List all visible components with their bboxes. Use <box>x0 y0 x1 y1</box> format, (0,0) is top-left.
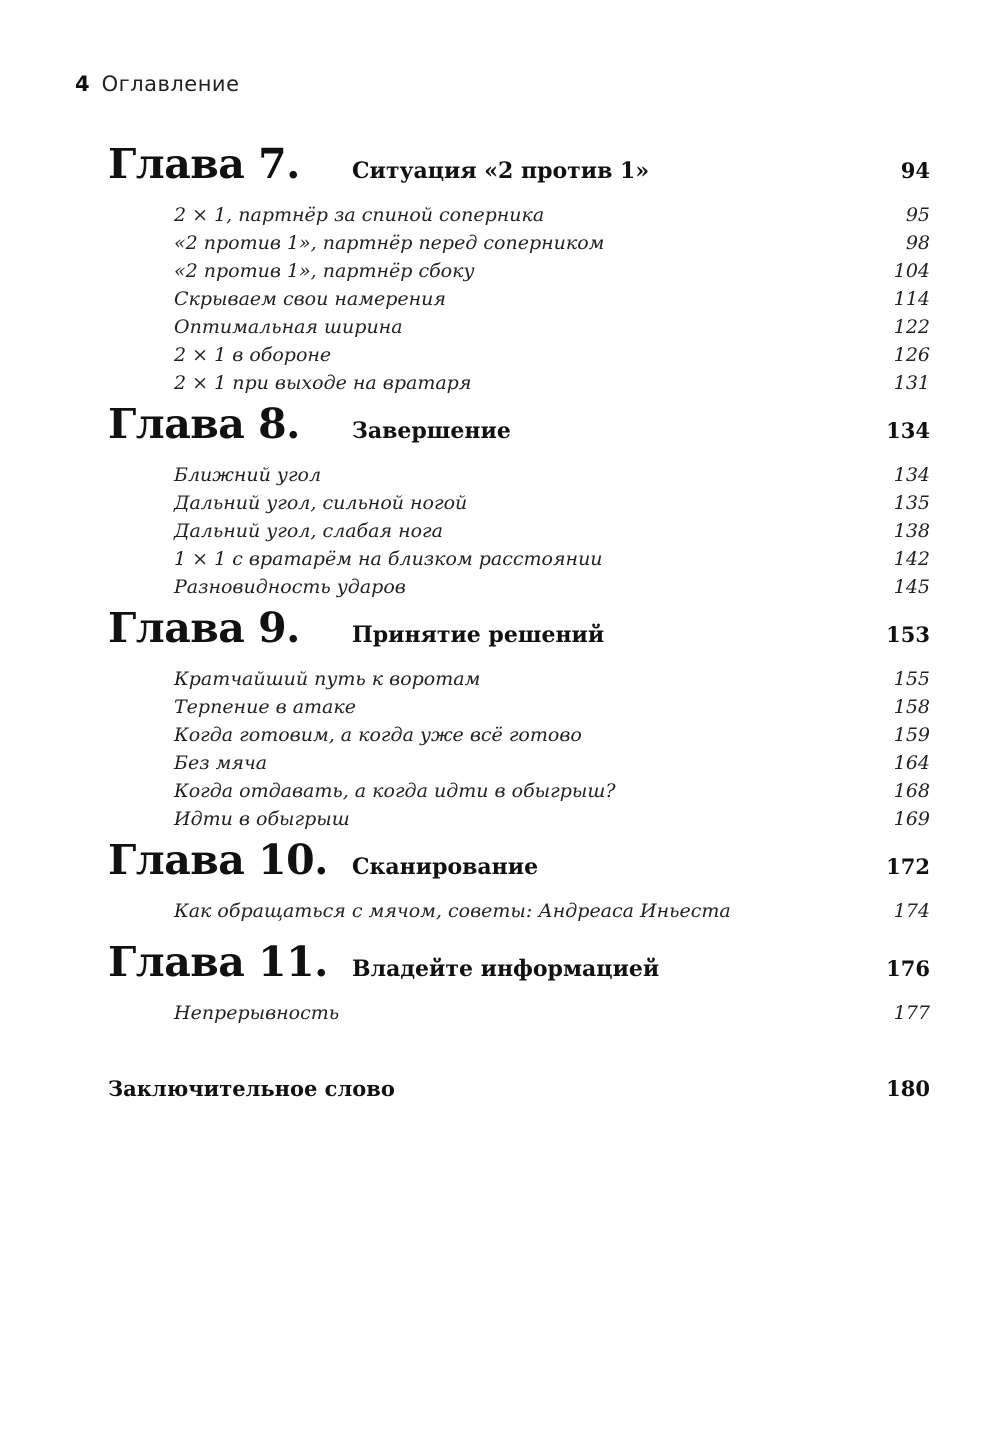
chapter-title: Завершение <box>352 418 511 444</box>
toc-entry[interactable] <box>108 316 930 344</box>
toc-entry[interactable] <box>108 780 930 808</box>
toc-entry[interactable] <box>108 900 930 928</box>
toc-entry[interactable] <box>108 288 930 316</box>
chapter-label: Глава 11. <box>108 938 328 986</box>
entry-title: Идти в обыгрыш <box>174 808 350 830</box>
entry-title: Когда отдавать, а когда идти в обыгрыш? <box>174 780 616 802</box>
chapter-10 <box>108 836 930 928</box>
entry-list <box>108 204 930 400</box>
toc-entry[interactable] <box>108 1002 930 1030</box>
entry-title: Кратчайший путь к воротам <box>174 668 481 690</box>
toc-entry[interactable] <box>108 576 930 604</box>
entry-page-number: 158 <box>893 696 930 718</box>
chapter-title: Сканирование <box>352 854 539 880</box>
chapter-title: Принятие решений <box>352 622 605 648</box>
entry-title: Разновидность ударов <box>174 576 406 598</box>
entry-title: Без мяча <box>174 752 268 774</box>
chapter-title: Ситуация «2 против 1» <box>352 158 650 184</box>
entry-page-number: 126 <box>893 344 930 366</box>
afterword-title: Заключительное слово <box>108 1076 395 1101</box>
entry-title: Скрываем свои намерения <box>174 288 446 310</box>
entry-list <box>108 668 930 836</box>
entry-title: Дальний угол, сильной ногой <box>174 492 468 514</box>
toc-entry[interactable] <box>108 724 930 752</box>
chapter-heading <box>108 836 930 900</box>
toc-entry[interactable] <box>108 548 930 576</box>
toc-entry[interactable] <box>108 668 930 696</box>
chapter-page-number: 94 <box>900 158 930 183</box>
entry-list <box>108 1002 930 1030</box>
chapter-page-number: 176 <box>886 956 930 981</box>
entry-title: Ближний угол <box>174 464 322 486</box>
chapter-page-number: 172 <box>886 854 930 879</box>
entry-page-number: 177 <box>893 1002 930 1024</box>
page-number: 4 <box>75 72 90 96</box>
entry-page-number: 131 <box>893 372 930 394</box>
afterword-page-number: 180 <box>886 1076 930 1101</box>
entry-title: Терпение в атаке <box>174 696 356 718</box>
entry-title: «2 против 1», партнёр перед соперником <box>174 232 605 254</box>
entry-page-number: 135 <box>893 492 930 514</box>
entry-page-number: 114 <box>893 288 930 310</box>
entry-page-number: 174 <box>893 900 930 922</box>
chapter-page-number: 153 <box>886 622 930 647</box>
chapter-page-number: 134 <box>886 418 930 443</box>
toc-entry[interactable] <box>108 344 930 372</box>
entry-page-number: 138 <box>893 520 930 542</box>
entry-page-number: 122 <box>893 316 930 338</box>
entry-page-number: 159 <box>893 724 930 746</box>
chapter-heading <box>108 938 930 1002</box>
chapter-7 <box>108 140 930 400</box>
running-head-title: Оглавление <box>101 72 240 96</box>
entry-title: Непрерывность <box>174 1002 340 1024</box>
toc-entry[interactable] <box>108 808 930 836</box>
entry-page-number: 104 <box>893 260 930 282</box>
entry-list <box>108 900 930 928</box>
afterword-entry[interactable] <box>108 1076 930 1116</box>
toc-entry[interactable] <box>108 520 930 548</box>
entry-page-number: 169 <box>893 808 930 830</box>
toc-entry[interactable] <box>108 372 930 400</box>
chapter-title: Владейте информацией <box>352 956 660 982</box>
entry-title: 2 × 1, партнёр за спиной соперника <box>174 204 545 226</box>
running-head <box>75 72 240 102</box>
entry-title: Как обращаться с мячом, советы: Андреаса Иньеста <box>174 900 731 922</box>
chapter-heading <box>108 140 930 204</box>
toc-entry[interactable] <box>108 204 930 232</box>
entry-title: «2 против 1», партнёр сбоку <box>174 260 475 282</box>
table-of-contents <box>108 140 930 1116</box>
entry-page-number: 155 <box>893 668 930 690</box>
toc-entry[interactable] <box>108 752 930 780</box>
chapter-heading <box>108 400 930 464</box>
toc-entry[interactable] <box>108 464 930 492</box>
entry-page-number: 145 <box>893 576 930 598</box>
entry-page-number: 134 <box>893 464 930 486</box>
entry-title: Оптимальная ширина <box>174 316 403 338</box>
entry-page-number: 142 <box>893 548 930 570</box>
entry-page-number: 98 <box>905 232 930 254</box>
spacer <box>108 928 930 938</box>
entry-title: Дальний угол, слабая нога <box>174 520 443 542</box>
entry-page-number: 168 <box>893 780 930 802</box>
toc-entry[interactable] <box>108 492 930 520</box>
chapter-9 <box>108 604 930 836</box>
entry-title: 2 × 1 при выходе на вратаря <box>174 372 472 394</box>
chapter-label: Глава 9. <box>108 604 300 652</box>
entry-page-number: 164 <box>893 752 930 774</box>
toc-entry[interactable] <box>108 696 930 724</box>
chapter-label: Глава 10. <box>108 836 328 884</box>
chapter-label: Глава 7. <box>108 140 300 188</box>
entry-title: 1 × 1 с вратарём на близком расстоянии <box>174 548 603 570</box>
chapter-label: Глава 8. <box>108 400 300 448</box>
toc-entry[interactable] <box>108 232 930 260</box>
entry-page-number: 95 <box>905 204 930 226</box>
entry-title: 2 × 1 в обороне <box>174 344 332 366</box>
chapter-11 <box>108 938 930 1030</box>
entry-title: Когда готовим, а когда уже всё готово <box>174 724 582 746</box>
entry-list <box>108 464 930 604</box>
chapter-heading <box>108 604 930 668</box>
chapter-8 <box>108 400 930 604</box>
toc-entry[interactable] <box>108 260 930 288</box>
